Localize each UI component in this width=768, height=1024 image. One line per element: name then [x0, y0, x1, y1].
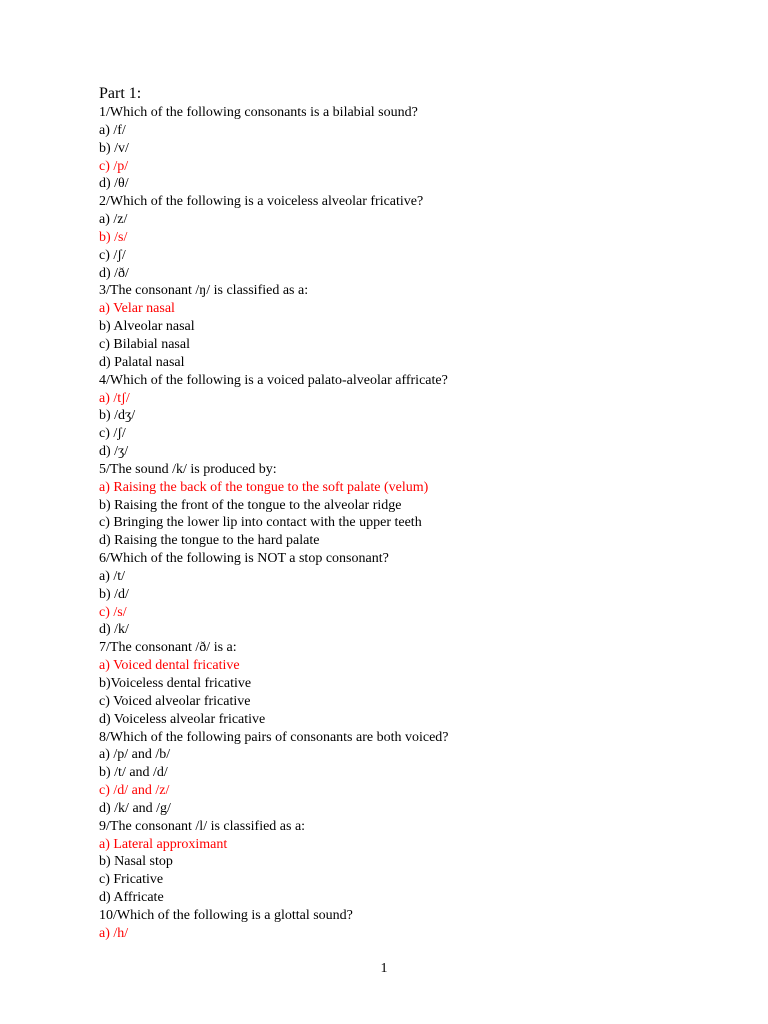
correct-answer-option: c) /s/: [99, 604, 127, 620]
answer-option: b) Raising the front of the tongue to the alveolar ridge: [99, 497, 402, 513]
answer-option: a) /t/: [99, 568, 126, 584]
answer-option: a) /z/: [99, 212, 128, 228]
correct-answer-option: b) /s/: [99, 229, 128, 245]
correct-answer-option: c) /p/: [99, 158, 129, 174]
answer-option: d) /k/: [99, 622, 129, 638]
answer-option: c) Fricative: [99, 872, 164, 888]
page-number: 1: [380, 961, 388, 976]
question-text: 4/Which of the following is a voiced palato-alveolar affricate?: [99, 372, 448, 388]
correct-answer-option: a) /h/: [99, 925, 129, 941]
question-text: 7/The consonant /ð/ is a:: [99, 640, 237, 656]
question-block: [99, 818, 719, 907]
answer-option: b)Voiceless dental fricative: [99, 676, 252, 691]
answer-option: c) /ʃ/: [99, 426, 126, 442]
question-block: [99, 282, 719, 371]
question-block: [99, 193, 719, 282]
question-block: [99, 729, 719, 818]
answer-option: d) Palatal nasal: [99, 354, 185, 370]
answer-option: b) /dʒ/: [99, 408, 136, 424]
answer-option: b) /t/ and /d/: [99, 765, 168, 781]
question-block: [99, 104, 719, 193]
question-block: [99, 907, 719, 943]
answer-option: b) /d/: [99, 586, 129, 602]
answer-option: d) /ð/: [99, 265, 129, 281]
document-content: [99, 84, 719, 943]
answer-option: c) Bringing the lower lip into contact with the upper teeth: [99, 515, 422, 531]
answer-option: d) Raising the tongue to the hard palate: [99, 533, 320, 549]
correct-answer-option: a) Lateral approximant: [99, 836, 228, 852]
question-text: 1/Which of the following consonants is a bilabial sound?: [99, 105, 418, 120]
question-block: [99, 372, 719, 461]
question-text: 10/Which of the following is a glottal sound?: [99, 907, 353, 923]
answer-option: d) /θ/: [99, 176, 129, 192]
answer-option: b) Alveolar nasal: [99, 319, 195, 335]
question-text: 2/Which of the following is a voiceless alveolar fricative?: [99, 194, 424, 210]
question-text: 9/The consonant /l/ is classified as a:: [99, 818, 306, 834]
question-text: 8/Which of the following pairs of consonants are both voiced?: [99, 729, 449, 745]
answer-option: a) /p/ and /b/: [99, 747, 171, 763]
answer-option: c) /ʃ/: [99, 247, 126, 263]
answer-option: a) /f/: [99, 122, 126, 138]
answer-option: d) /k/ and /g/: [99, 800, 171, 816]
question-text: 5/The sound /k/ is produced by:: [99, 461, 277, 477]
question-text: 3/The consonant /ŋ/ is classified as a:: [99, 283, 309, 299]
answer-option: d) Voiceless alveolar fricative: [99, 711, 266, 727]
correct-answer-option: c) /d/ and /z/: [99, 783, 170, 799]
question-block: [99, 550, 719, 639]
answer-option: c) Voiced alveolar fricative: [99, 693, 251, 709]
answer-option: d) Affricate: [99, 890, 164, 906]
correct-answer-option: a) Velar nasal: [99, 301, 175, 317]
answer-option: d) /ʒ/: [99, 444, 129, 460]
question-list: [99, 104, 719, 943]
part-title: Part 1:: [99, 85, 142, 102]
question-block: [99, 461, 719, 550]
answer-option: c) Bilabial nasal: [99, 336, 190, 352]
question-block: [99, 639, 719, 728]
answer-option: b) Nasal stop: [99, 854, 173, 870]
correct-answer-option: a) Voiced dental fricative: [99, 658, 240, 674]
answer-option: b) /v/: [99, 140, 129, 156]
correct-answer-option: a) /tʃ/: [99, 390, 130, 406]
question-text: 6/Which of the following is NOT a stop consonant?: [99, 551, 389, 567]
correct-answer-option: a) Raising the back of the tongue to the soft palate (velum): [99, 479, 429, 495]
